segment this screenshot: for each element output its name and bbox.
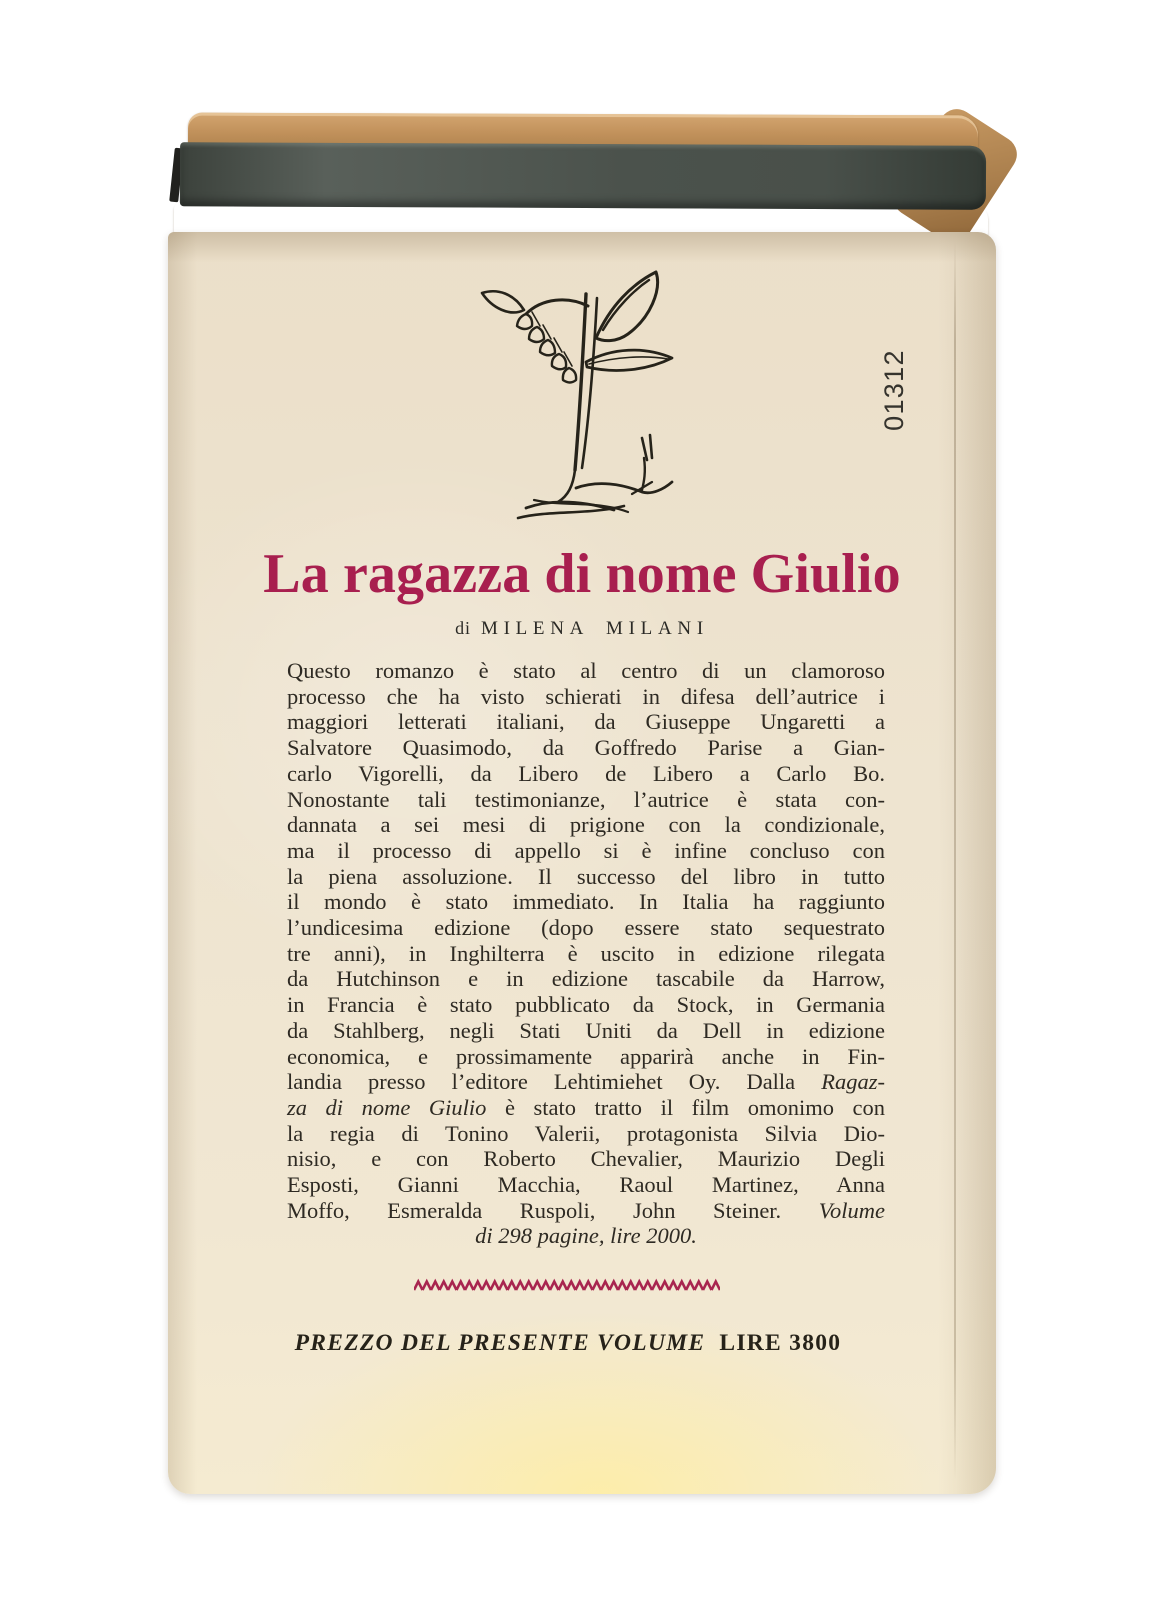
- body-line: [287, 992, 885, 1018]
- body-line-segment: za di nome Giulio: [287, 1094, 487, 1120]
- body-line-segment: il mondo è stato immediato. In Italia ha raggiunto: [287, 889, 885, 915]
- body-line-segment: di 298 pagine, lire 2000.: [475, 1223, 697, 1249]
- body-line-segment: landia presso l’editore Lehtimiehet Oy. Dalla: [287, 1069, 822, 1095]
- body-line-segment: l’undicesima edizione (dopo essere stato sequestrato: [287, 915, 885, 941]
- body-line-segment: economica, e prossimamente apparirà anche in Fin-: [287, 1043, 885, 1069]
- body-line: [287, 812, 885, 838]
- body-line-segment: è stato tratto il film omonimo con: [486, 1094, 885, 1120]
- body-line-segment: Salvatore Quasimodo, da Goffredo Parise a Gian-: [287, 735, 885, 761]
- plant-illustration: [436, 260, 734, 538]
- byline-prefix: di: [455, 618, 471, 638]
- body-line-segment: la regia di Tonino Valerii, protagonista Silvia Dio-: [287, 1120, 885, 1146]
- body-line: [287, 889, 885, 915]
- body-line: [287, 1095, 885, 1121]
- body-line: [287, 966, 885, 992]
- body-line-segment: Volume: [818, 1197, 885, 1223]
- body-line-segment: processo che ha visto schierati in difesa dell’autrice i: [287, 683, 885, 709]
- body-line: [287, 1044, 885, 1070]
- price-value: LIRE 3800: [719, 1330, 842, 1356]
- body-line: [287, 915, 885, 941]
- body-line: [287, 684, 885, 710]
- author-name: MILENA MILANI: [480, 618, 709, 639]
- body-line-segment: Esposti, Gianni Macchia, Raoul Martinez, Anna: [287, 1172, 885, 1198]
- body-line-segment: da Hutchinson e in edizione tascabile da Harrow,: [287, 966, 885, 992]
- body-line: [287, 761, 885, 787]
- body-line-segment: carlo Vigorelli, da Libero de Libero a Carlo Bo.: [287, 760, 885, 786]
- body-line: [287, 735, 885, 761]
- body-line: [287, 1121, 885, 1147]
- body-line-segment: Questo romanzo è stato al centro di un clamoroso: [287, 658, 885, 683]
- product-code: 01312: [879, 349, 909, 431]
- body-line: [287, 1069, 885, 1095]
- body-line: [287, 709, 885, 735]
- byline: [168, 618, 996, 640]
- dust-jacket-back-cover: [168, 232, 996, 1494]
- body-line: [287, 787, 885, 813]
- body-line-segment: ma il processo di appello si è infine concluso con: [287, 837, 885, 863]
- body-line-segment: Ragaz-: [821, 1069, 885, 1095]
- book: [168, 112, 996, 1494]
- body-line: [287, 658, 885, 684]
- body-line: [287, 1146, 885, 1172]
- body-line-segment: maggiori letterati italiani, da Giuseppe Ungaretti a: [287, 709, 885, 735]
- body-line: [287, 941, 885, 967]
- body-line-segment: dannata a sei mesi di prigione con la condizionale,: [287, 812, 885, 838]
- page-block-edge: [180, 142, 986, 210]
- price-line: [154, 1330, 982, 1357]
- body-line-segment: la piena assoluzione. Il successo del libro in tutto: [287, 863, 885, 889]
- body-line: [287, 1172, 885, 1198]
- body-line-segment: da Stahlberg, negli Stati Uniti da Dell in edizione: [287, 1017, 885, 1043]
- body-line-segment: nisio, e con Roberto Chevalier, Maurizio Degli: [287, 1146, 885, 1172]
- body-line: [287, 1198, 885, 1224]
- body-text: [287, 658, 885, 1249]
- zigzag-divider: [414, 1278, 720, 1294]
- book-title: La ragazza di nome Giulio: [263, 543, 901, 605]
- body-line-segment: in Francia è stato pubblicato da Stock, in Germania: [287, 992, 885, 1018]
- body-line: [287, 1018, 885, 1044]
- body-line-segment: tre anni), in Inghilterra è uscito in edizione rilegata: [287, 940, 885, 966]
- body-line: [287, 1223, 885, 1249]
- body-line-segment: Moffo, Esmeralda Ruspoli, John Steiner.: [287, 1197, 819, 1223]
- body-line: [287, 864, 885, 890]
- body-line: [287, 838, 885, 864]
- body-line-segment: Nonostante tali testimonianze, l’autrice è stata con-: [287, 786, 885, 812]
- price-label: PREZZO DEL PRESENTE VOLUME: [294, 1330, 706, 1356]
